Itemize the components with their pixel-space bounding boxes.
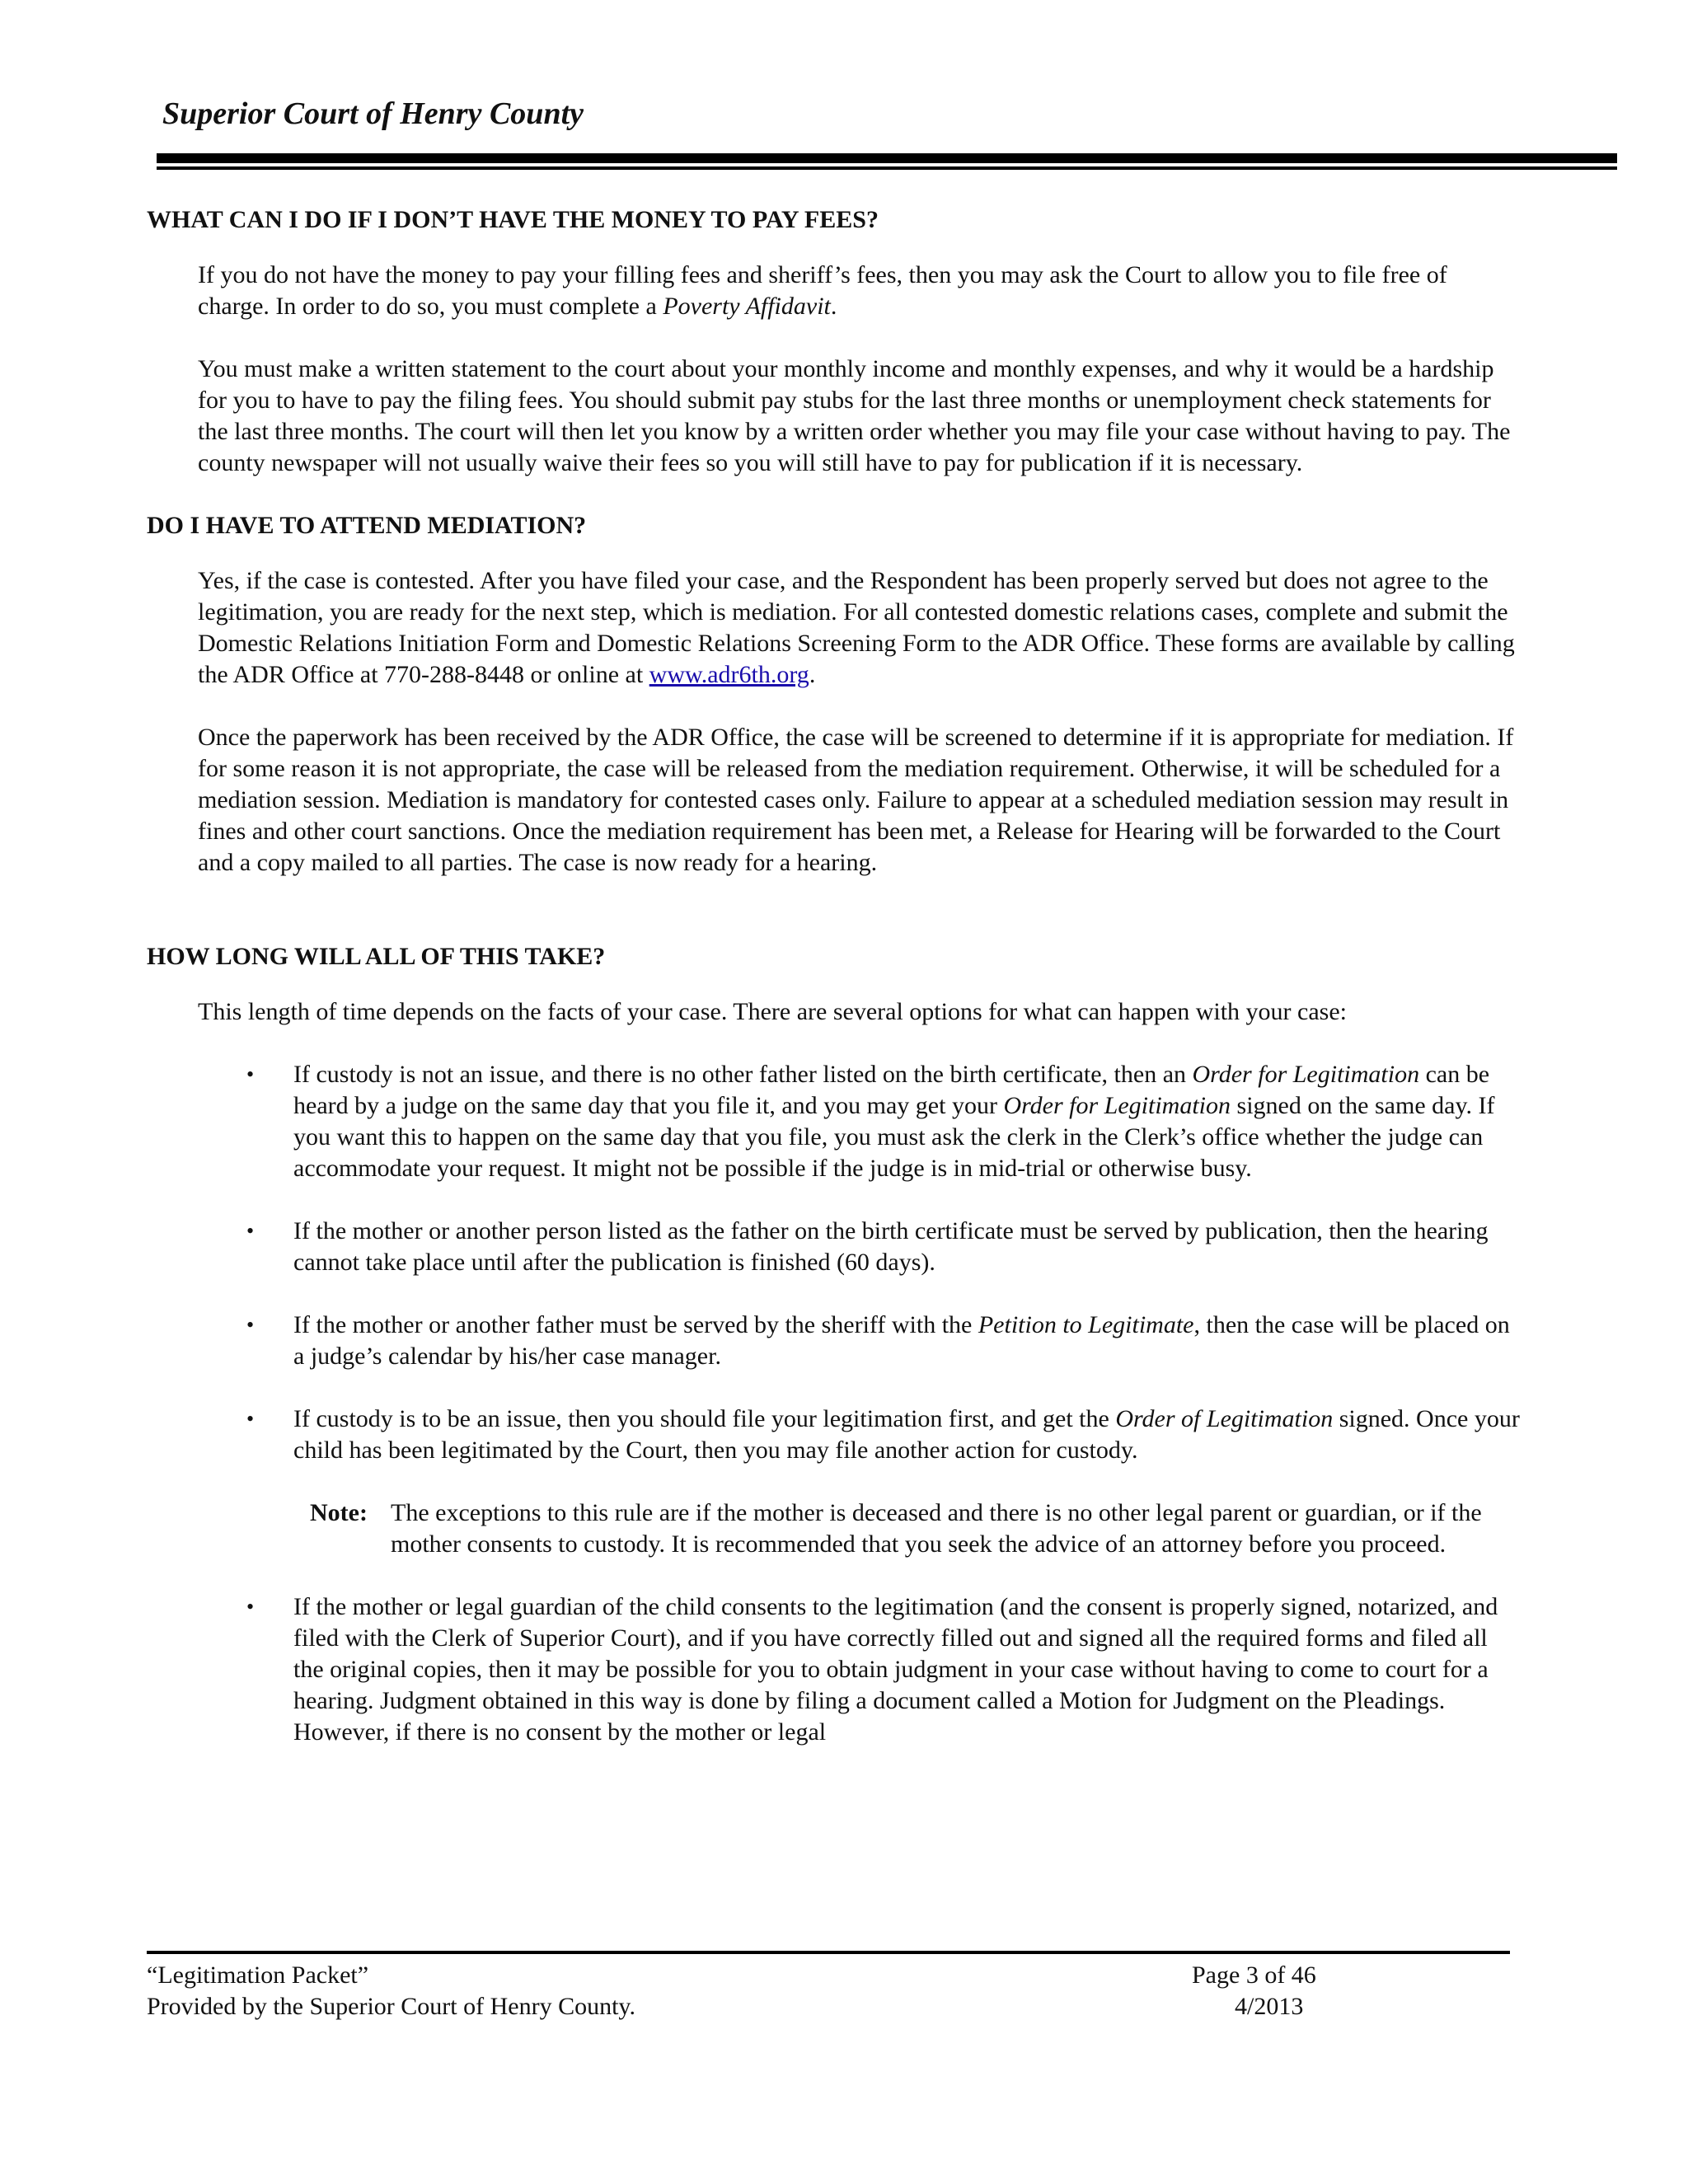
bullet-2-text: If the mother or another person listed as the father on the birth certificate must be served by publication, then the hearing cannot take place until after the publication is finished (60 days).	[293, 1217, 1489, 1276]
header-rule-thin	[157, 166, 1617, 170]
page-number: Page 3 of 46	[1192, 1961, 1316, 1989]
note-label: Note:	[310, 1499, 368, 1526]
bullet-1-text-c: signed on the same day. If you want this to happen on the same day that you file, you must ask the clerk in the Clerk’s office whether the judge can accommodate your request. It might not be possible if the judge is in mid-trial or otherwise busy.	[293, 1092, 1495, 1182]
bullet-4-italic: Order of Legitimation	[1115, 1405, 1334, 1432]
list-item	[246, 1404, 1523, 1466]
document-body	[147, 204, 1523, 1779]
list-item	[246, 1216, 1523, 1278]
bullet-icon: •	[246, 1062, 255, 1086]
adr-website-link[interactable]: www.adr6th.org	[649, 661, 809, 688]
list-item	[246, 1591, 1523, 1748]
bullet-icon: •	[246, 1219, 255, 1243]
footer-date: 4/2013	[1235, 1993, 1304, 2020]
note-text: The exceptions to this rule are if the mother is deceased and there is no other legal parent or guardian, or if the mother consents to custody. It is recommended that you seek the advice of an attorney before you proceed.	[391, 1499, 1482, 1558]
section-heading-mediation: DO I HAVE TO ATTEND MEDIATION?	[147, 512, 587, 539]
footer-packet-title: “Legitimation Packet”	[147, 1961, 369, 1989]
section-heading-fees: WHAT CAN I DO IF I DON’T HAVE THE MONEY TO PAY FEES?	[147, 206, 879, 233]
mediation-paragraph-1	[198, 565, 1523, 691]
bullet-3-text-b: , then the case will be placed on a judge’s calendar by his/her case manager.	[293, 1311, 1510, 1370]
bullet-icon: •	[246, 1595, 255, 1619]
poverty-affidavit-term: Poverty Affidavit	[663, 293, 831, 320]
fees-paragraph-2: You must make a written statement to the court about your monthly income and monthly expenses, and why it would be a hardship for you to have to pay the filing fees. You should submit pay stubs for the last three months or unemployment check statements for the last three months. The court will then let you know by a written order whether you may file your case without having to pay. The county newspaper will not usually waive their fees so you will still have to pay for publication if it is necessary.	[198, 355, 1511, 476]
bullet-1-italic-2: Order for Legitimation	[1003, 1092, 1231, 1119]
fees-p1-text: If you do not have the money to pay your filling fees and sheriff’s fees, then you may ask the Court to allow you to file free of charge. In order to do so, you must complete a	[198, 261, 1447, 320]
bullet-4-text-a: If custody is to be an issue, then you should file your legitimation first, and get the	[293, 1405, 1116, 1432]
footer-provided-by: Provided by the Superior Court of Henry County.	[147, 1993, 635, 2020]
bullet-1-text-a: If custody is not an issue, and there is no other father listed on the birth certificate, then an	[293, 1061, 1193, 1088]
footer-left	[147, 1960, 635, 2022]
bullet-1-text-b: can be heard by a judge on the same day that you file it, and you may get your	[293, 1061, 1490, 1119]
bullet-icon: •	[246, 1313, 255, 1337]
list-item	[246, 1310, 1523, 1372]
header-rule	[157, 153, 1617, 163]
bullet-5-text: If the mother or legal guardian of the child consents to the legitimation (and the consent is properly signed, notarized, and filed with the Clerk of Superior Court), and if you have correctly filled out and signed all the required forms and filed all the original copies, then it may be possible for you to obtain judgment in your case without having to come to court for a hearing. Judgment obtained in this way is done by filing a document called a Motion for Judgment on the Pleadings. However, if there is no consent by the mother or legal	[293, 1593, 1498, 1746]
bullet-3-text-a: If the mother or another father must be served by the sheriff with the	[293, 1311, 978, 1338]
footer-rule	[147, 1951, 1510, 1954]
bullet-3-italic: Petition to Legitimate	[978, 1311, 1194, 1338]
fees-paragraph-1	[198, 260, 1523, 322]
fees-p1-end: .	[830, 293, 837, 320]
header-title: Superior Court of Henry County	[162, 96, 584, 131]
footer-right	[1192, 1960, 1316, 2022]
options-list	[147, 1059, 1523, 1466]
bullet-icon: •	[246, 1407, 255, 1431]
spacer	[147, 910, 1523, 941]
bullet-1-italic-1: Order for Legitimation	[1192, 1061, 1420, 1088]
list-item	[246, 1059, 1523, 1184]
mediation-paragraph-2: Once the paperwork has been received by the ADR Office, the case will be screened to determine if it is appropriate for mediation. If for some reason it is not appropriate, the case will be released from the mediation requirement. Otherwise, it will be scheduled for a mediation session. Mediation is mandatory for contested cases only. Failure to appear at a scheduled mediation session may result in fines and other court sanctions. Once the mediation requirement has been met, a Release for Hearing will be forwarded to the Court and a copy mailed to all parties. The case is now ready for a hearing.	[198, 724, 1514, 876]
mediation-p1-end: .	[809, 661, 816, 688]
note-block	[310, 1497, 1523, 1560]
bullet-4-text-b: signed. Once your child has been legitimated by the Court, then you may file another action for custody.	[293, 1405, 1520, 1464]
section-heading-duration: HOW LONG WILL ALL OF THIS TAKE?	[147, 943, 606, 970]
options-list-continued	[147, 1591, 1523, 1748]
mediation-p1-text: Yes, if the case is contested. After you have filed your case, and the Respondent has been properly served but does not agree to the legitimation, you are ready for the next step, which is mediation. For all contested domestic relations cases, complete and submit the Domestic Relations Initiation Form and Domestic Relations Screening Form to the ADR Office. These forms are available by calling the ADR Office at 770-288-8448 or online at	[198, 567, 1515, 688]
duration-intro: This length of time depends on the facts of your case. There are several options for what can happen with your case:	[198, 998, 1347, 1025]
